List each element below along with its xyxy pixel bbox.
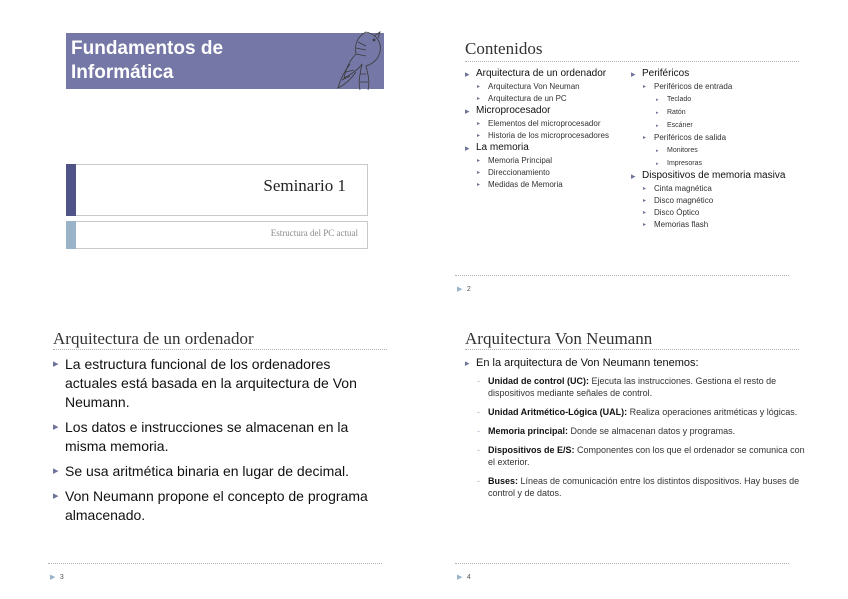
list-item: ▸ Teclado	[656, 96, 692, 103]
bullet-arrow-icon: ▸	[656, 97, 659, 103]
slide4-page-number: 4	[466, 574, 471, 581]
bullet-arrow-icon: ▸	[477, 121, 481, 127]
bullet-arrow-icon: ▸	[656, 148, 659, 154]
slide2-column-right	[631, 67, 791, 230]
bullet-arrow-icon: ▸	[643, 198, 647, 204]
bullet-arrow-icon: ▸	[643, 210, 647, 216]
bullet-dash-icon: -	[477, 445, 480, 455]
bullet-arrow-icon: ▸	[656, 161, 659, 167]
slide1-title: Fundamentos de Informática	[71, 38, 224, 83]
slide1-subtitle: Seminario 1	[263, 176, 346, 195]
bullet-arrow-icon: ▸	[477, 158, 481, 164]
bullet-arrow-icon: ▸	[477, 133, 481, 139]
list-item: ▸ Escáner	[656, 122, 693, 129]
list-item: ▸ Impresoras	[656, 160, 703, 167]
slide3-footer	[50, 566, 64, 584]
slide3-page-number: 3	[59, 574, 64, 581]
slide4-title: Arquitectura Von Neumann	[465, 329, 653, 348]
slide3-body	[53, 355, 383, 531]
slide2-page-number: 2	[466, 286, 471, 293]
bullet-arrow-icon: ▸	[465, 106, 470, 116]
list-item: - Unidad Aritmético-Lógica (UAL): Realiza operaciones aritméticas y lógicas.	[477, 407, 798, 417]
bullet-arrow-icon: ▸	[465, 358, 470, 368]
page-arrow-icon: ▶	[50, 574, 56, 581]
bullet-arrow-icon: ▸	[477, 84, 481, 90]
bullet-arrow-icon: ▸	[53, 490, 59, 502]
bullet-arrow-icon: ▸	[656, 110, 659, 116]
bullet-arrow-icon: ▸	[477, 182, 481, 188]
slide4-footer	[457, 566, 471, 584]
list-item: ▸ Medidas de Memoria	[477, 180, 563, 189]
bullet-dash-icon: -	[477, 376, 480, 386]
list-item: ▸ Los datos e instrucciones se almacenan en la misma memoria.	[53, 419, 349, 454]
slide2-column-left	[465, 67, 615, 190]
bullet-arrow-icon: ▸	[465, 143, 470, 153]
list-item: ▸ Cinta magnética	[643, 184, 712, 193]
list-item: ▸ Monitores	[656, 147, 698, 154]
list-item: ▸ Se usa aritmética binaria en lugar de decimal.	[53, 463, 350, 479]
bullet-arrow-icon: ▸	[53, 421, 59, 433]
bullet-arrow-icon: ▸	[53, 358, 59, 370]
list-item: ▸ Memorias flash	[643, 220, 709, 229]
slide4-title-underline	[465, 349, 799, 350]
slide1-accent-bar-dark	[66, 164, 76, 216]
page-arrow-icon: ▶	[457, 286, 463, 293]
list-item: - Dispositivos de E/S: Componentes con los que el ordenador se comunica con el exterior.	[477, 445, 805, 467]
bullet-arrow-icon: ▸	[465, 69, 470, 79]
list-item: ▸ Historia de los microprocesadores	[477, 131, 609, 140]
bullet-arrow-icon: ▸	[643, 186, 647, 192]
slide2-title-underline	[465, 61, 799, 62]
list-item: ▸ Von Neumann propone el concepto de programa almacenado.	[53, 488, 368, 523]
list-item: ▸ Arquitectura de un ordenador	[465, 68, 607, 79]
bullet-dash-icon: -	[477, 426, 480, 436]
list-item: ▸ Ratón	[656, 109, 686, 116]
list-item: ▸ Direccionamiento	[477, 168, 550, 177]
bullet-dash-icon: -	[477, 476, 480, 486]
bullet-arrow-icon: ▸	[477, 170, 481, 176]
slide4-body	[465, 356, 805, 506]
list-item: - Memoria principal: Donde se almacenan datos y programas.	[477, 426, 736, 436]
list-item: ▸ Arquitectura de un PC	[477, 94, 567, 103]
list-item: ▸ Periféricos de salida	[643, 133, 727, 142]
slide1-accent-bar-light	[66, 221, 76, 249]
list-item: ▸ Disco magnético	[643, 196, 714, 205]
slide1-caption: Estructura del PC actual	[270, 228, 358, 238]
list-item: ▸ Dispositivos de memoria masiva	[631, 170, 786, 181]
slide2-title: Contenidos	[465, 39, 543, 58]
bullet-arrow-icon: ▸	[656, 123, 659, 129]
bullet-arrow-icon: ▸	[643, 135, 647, 141]
list-item: ▸ Periféricos de entrada	[643, 82, 733, 91]
page-arrow-icon: ▶	[457, 574, 463, 581]
bullet-dash-icon: -	[477, 407, 480, 417]
slide4-footer-line	[455, 563, 789, 564]
slide3-title: Arquitectura de un ordenador	[53, 329, 254, 348]
slide3-title-underline	[53, 349, 387, 350]
list-item: ▸ La memoria	[465, 142, 529, 153]
list-item: ▸ Arquitectura Von Neuman	[477, 82, 580, 91]
bullet-arrow-icon: ▸	[643, 222, 647, 228]
list-item: ▸ Disco Óptico	[643, 208, 700, 217]
bullet-arrow-icon: ▸	[643, 84, 647, 90]
slide4-intro: ▸ En la arquitectura de Von Neumann tenemos:	[465, 357, 699, 369]
slide2-footer-line	[455, 275, 789, 276]
list-item: - Buses: Líneas de comunicación entre los distintos dispositivos. Hay buses de control y de datos.	[477, 476, 800, 498]
list-item: ▸ Periféricos	[631, 68, 690, 79]
slide3-footer-line	[48, 563, 382, 564]
list-item: - Unidad de control (UC): Ejecuta las instrucciones. Gestiona el resto de dispositivos mediante señales de control.	[477, 376, 777, 398]
bird-illustration-icon	[336, 28, 386, 92]
list-item: ▸ La estructura funcional de los ordenadores actuales está basada en la arquitectura de Von Neumann.	[53, 356, 357, 410]
list-item: ▸ Elementos del microprocesador	[477, 119, 601, 128]
list-item: ▸ Memoria Principal	[477, 156, 553, 165]
bullet-arrow-icon: ▸	[477, 96, 481, 102]
bullet-arrow-icon: ▸	[631, 69, 636, 79]
bullet-arrow-icon: ▸	[53, 465, 59, 477]
bullet-arrow-icon: ▸	[631, 171, 636, 181]
list-item: ▸ Microprocesador	[465, 105, 551, 116]
slide2-footer	[457, 278, 471, 296]
